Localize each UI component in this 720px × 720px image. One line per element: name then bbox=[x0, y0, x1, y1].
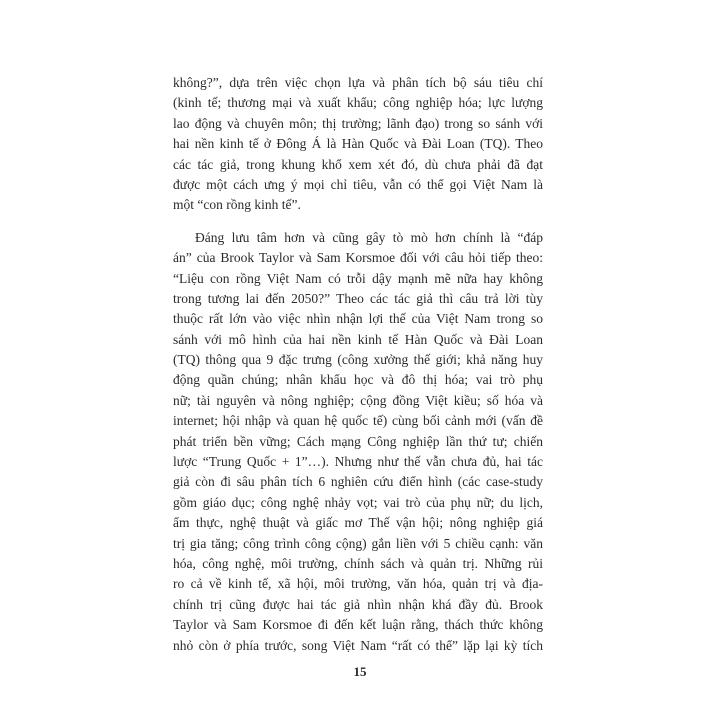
paragraph-1 bbox=[173, 73, 543, 216]
text-line: hai nền kinh tế ở Đông Á là Hàn Quốc và Đài Loan (TQ). Theo bbox=[173, 136, 543, 152]
body-text bbox=[173, 73, 543, 656]
text-line: hóa, công nghệ, môi trường, chính sách và quản trị. Những rủi bbox=[173, 555, 543, 571]
text-line: Taylor và Sam Korsmoe đi đến kết luận rằng, thách thức không bbox=[173, 617, 543, 633]
text-line: gồm giáo dục; công nghệ nhảy vọt; vai trò của phụ nữ; du lịch, bbox=[173, 494, 543, 510]
text-line: (kinh tế; thương mại và xuất khẩu; công nghiệp hóa; lực lượng bbox=[173, 95, 543, 111]
text-line: giả còn đi sâu phân tích 6 nghiên cứu điển hình (các case-study bbox=[173, 474, 543, 490]
paragraph-spacer bbox=[173, 216, 543, 228]
text-line: động quần chúng; nhân khẩu học và đô thị hóa; vai trò phụ bbox=[173, 372, 543, 388]
text-line: sánh với mô hình của hai nền kinh tế Hàn Quốc và Đài Loan bbox=[173, 331, 543, 347]
text-line: không?”, dựa trên việc chọn lựa và phân tích bộ sáu tiêu chí bbox=[173, 75, 543, 90]
text-line: thuộc rất lớn vào việc nhìn nhận lợi thế của Việt Nam trong so bbox=[173, 311, 543, 327]
text-line: trong tương lai đến 2050?” Theo các tác giả thì câu trả lời tùy bbox=[173, 290, 543, 306]
text-line: nhỏ còn ở phía trước, song Việt Nam “rất có thể” lặp lại kỳ tích bbox=[173, 637, 543, 653]
paragraph-2 bbox=[173, 228, 543, 656]
text-line: nữ; tài nguyên và nông nghiệp; cộng đồng Việt kiều; số hóa và bbox=[173, 392, 543, 408]
page-number: 15 bbox=[353, 664, 367, 679]
text-line: Đáng lưu tâm hơn và cũng gây tò mò hơn chính là “đáp bbox=[195, 229, 543, 245]
text-line: được một cách ưng ý mọi chỉ tiêu, vẫn có thể gọi Việt Nam là bbox=[173, 176, 543, 192]
text-line: án” của Brook Taylor và Sam Korsmoe đối với câu hỏi tiếp theo: bbox=[173, 250, 543, 266]
text-line: (TQ) thông qua 9 đặc trưng (công xưởng thế giới; khả năng huy bbox=[173, 352, 543, 368]
text-line: internet; hội nhập và quan hệ quốc tế) cùng bối cảnh mới (vấn đề bbox=[173, 413, 543, 429]
text-line: ẩm thực, nghệ thuật và giấc mơ Thế vận hội; nông nghiệp giá bbox=[173, 515, 543, 531]
text-line: trị gia tăng; công trình công cộng) gắn liền với 5 chiều cạnh: văn bbox=[173, 535, 543, 551]
text-line: lược “Trung Quốc + 1”…). Nhưng như thế vẫn chưa đủ, hai tác bbox=[173, 454, 543, 470]
text-line: các tác giả, trong khung khổ xem xét đó, dù chưa phải đã đạt bbox=[173, 156, 543, 172]
text-line: chính trị cũng được hai tác giả nhìn nhận khá đầy đủ. Brook bbox=[173, 596, 543, 612]
text-line: một “con rồng kinh tế”. bbox=[173, 197, 301, 213]
text-line: ro cả về kinh tế, xã hội, môi trường, văn hóa, quản trị và địa- bbox=[173, 576, 543, 592]
text-line: lao động và chuyên môn; thị trường; lãnh đạo) trong so sánh với bbox=[173, 115, 543, 131]
text-line: “Liệu con rồng Việt Nam có trỗi dậy mạnh mẽ nữa hay không bbox=[173, 270, 543, 286]
text-line: phát triển bền vững; Cách mạng Công nghiệp lần thứ tư; chiến bbox=[173, 433, 543, 449]
